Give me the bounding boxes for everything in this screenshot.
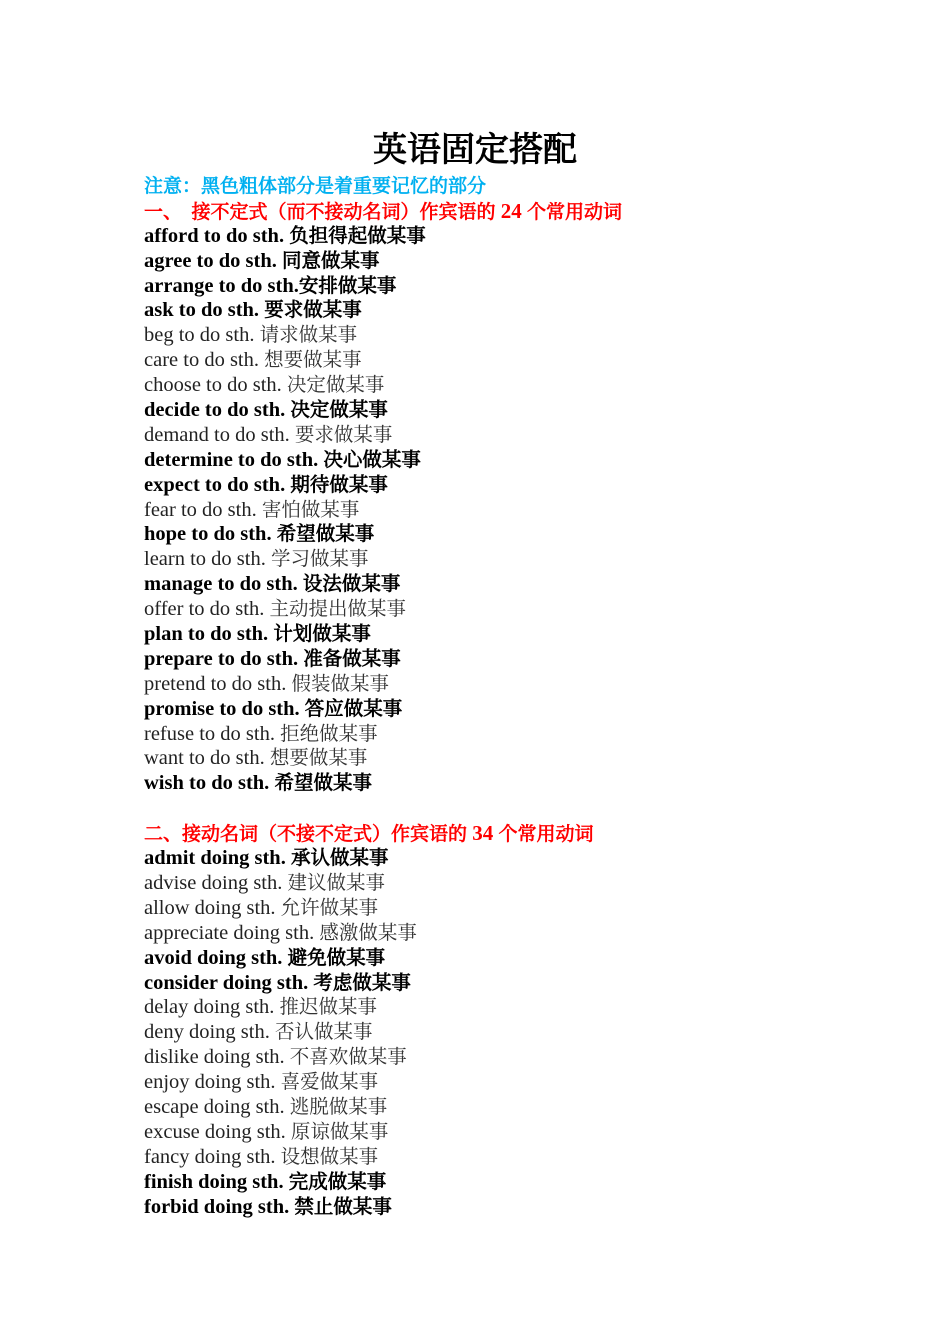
phrase-chinese: 安排做某事 [298, 273, 397, 297]
emphasis-note: 注意：黑色粗体部分是着重要记忆的部分 [144, 175, 487, 197]
phrase-entry [144, 946, 864, 971]
phrase-entry [144, 921, 864, 946]
phrase-entry [144, 871, 864, 896]
phrase-english: wish to do sth. [144, 772, 275, 795]
phrase-chinese: 害怕做某事 [261, 497, 360, 521]
phrase-chinese: 主动提出做某事 [269, 597, 406, 621]
phrase-english: determine to do sth. [144, 448, 324, 471]
phrase-chinese: 拒绝做某事 [280, 721, 378, 745]
phrase-entry [144, 846, 864, 871]
phrase-entry [144, 298, 864, 323]
phrase-entry [144, 1120, 864, 1145]
phrase-chinese: 不喜欢做某事 [289, 1045, 407, 1069]
phrase-entry [144, 971, 864, 996]
phrase-english: afford to do sth. [144, 224, 290, 247]
heading-prefix: 一、 接不定式（而不接动名词）作宾语的 [144, 200, 496, 223]
phrase-chinese: 希望做某事 [274, 771, 372, 795]
phrase-english: care to do sth. [144, 349, 265, 372]
phrase-english: enjoy doing sth. [144, 1071, 281, 1094]
phrase-english: consider doing sth. [144, 971, 314, 994]
phrase-chinese: 决定做某事 [290, 398, 388, 422]
phrase-chinese: 希望做某事 [276, 522, 375, 546]
phrase-entry [144, 1170, 864, 1195]
phrase-chinese: 计划做某事 [273, 622, 371, 646]
phrase-entry [144, 572, 864, 597]
phrase-entry [144, 224, 864, 249]
phrase-english: expect to do sth. [144, 473, 291, 496]
phrase-entry [144, 1020, 864, 1045]
section-spacer [144, 796, 864, 821]
phrase-chinese: 逃脱做某事 [289, 1094, 388, 1118]
phrase-english: dislike doing sth. [144, 1046, 290, 1069]
heading-suffix: 个常用动词 [527, 200, 623, 223]
phrase-english: ask to do sth. [144, 299, 265, 322]
document-title: 英语固定搭配 [373, 130, 577, 170]
phrase-chinese: 设想做某事 [280, 1144, 379, 1168]
phrase-english: escape doing sth. [144, 1095, 290, 1118]
phrase-english: want to do sth. [144, 747, 270, 770]
phrase-entry [144, 647, 864, 672]
phrase-entry [144, 522, 864, 547]
phrase-chinese: 禁止做某事 [294, 1194, 392, 1218]
phrase-entry [144, 398, 864, 423]
phrase-english: learn to do sth. [144, 548, 271, 571]
phrase-english: offer to do sth. [144, 598, 270, 621]
phrase-chinese: 承认做某事 [290, 846, 389, 870]
phrase-english: pretend to do sth. [144, 672, 292, 695]
phrase-english: allow doing sth. [144, 896, 281, 919]
phrase-english: appreciate doing sth. [144, 921, 320, 944]
phrase-chinese: 想要做某事 [264, 348, 362, 372]
phrase-entry [144, 1145, 864, 1170]
phrase-entry [144, 498, 864, 523]
phrase-chinese: 决心做某事 [323, 447, 421, 471]
phrase-entry [144, 473, 864, 498]
phrase-chinese: 学习做某事 [270, 547, 369, 571]
phrase-entry [144, 1045, 864, 1070]
phrase-chinese: 想要做某事 [269, 746, 368, 770]
phrase-english: refuse to do sth. [144, 722, 281, 745]
phrase-entry [144, 323, 864, 348]
phrase-english: agree to do sth. [144, 249, 282, 272]
phrase-chinese: 决定做某事 [286, 373, 385, 397]
phrase-chinese: 推迟做某事 [279, 995, 378, 1019]
phrase-entry [144, 547, 864, 572]
phrase-entry [144, 1070, 864, 1095]
section-heading [144, 821, 864, 846]
heading-count: 34 [467, 821, 499, 846]
document-body [144, 174, 864, 1219]
phrase-chinese: 考虑做某事 [313, 970, 411, 994]
phrase-chinese: 假装做某事 [291, 671, 389, 695]
phrase-entry [144, 249, 864, 274]
phrase-chinese: 要求做某事 [264, 298, 362, 322]
phrase-chinese: 原谅做某事 [290, 1119, 389, 1143]
phrase-english: prepare to do sth. [144, 647, 304, 670]
phrase-chinese: 准备做某事 [303, 646, 401, 670]
phrase-english: finish doing sth. [144, 1170, 289, 1193]
phrase-english: excuse doing sth. [144, 1120, 291, 1143]
phrase-chinese: 请求做某事 [259, 323, 358, 347]
phrase-entry [144, 1195, 864, 1220]
phrase-chinese: 期待做某事 [290, 472, 388, 496]
phrase-english: arrange to do sth. [144, 274, 299, 297]
phrase-chinese: 同意做某事 [282, 248, 380, 272]
phrase-english: delay doing sth. [144, 996, 280, 1019]
section-heading [144, 199, 864, 224]
phrase-english: hope to do sth. [144, 523, 277, 546]
phrase-chinese: 要求做某事 [294, 422, 393, 446]
phrase-entry [144, 1095, 864, 1120]
phrase-entry [144, 771, 864, 796]
phrase-english: demand to do sth. [144, 423, 295, 446]
phrase-english: manage to do sth. [144, 573, 303, 596]
phrase-entry [144, 697, 864, 722]
phrase-english: fear to do sth. [144, 498, 262, 521]
phrase-entry [144, 274, 864, 299]
phrase-chinese: 允许做某事 [280, 895, 379, 919]
phrase-english: beg to do sth. [144, 324, 260, 347]
phrase-chinese: 否认做某事 [274, 1020, 373, 1044]
phrase-chinese: 喜爱做某事 [280, 1070, 379, 1094]
phrase-entry [144, 597, 864, 622]
phrase-entry [144, 746, 864, 771]
phrase-entry [144, 896, 864, 921]
phrase-english: admit doing sth. [144, 847, 291, 870]
phrase-chinese: 建议做某事 [287, 870, 386, 894]
phrase-entry [144, 348, 864, 373]
phrase-english: deny doing sth. [144, 1021, 275, 1044]
heading-prefix: 二、接动名词（不接不定式）作宾语的 [144, 823, 468, 846]
phrase-chinese: 感激做某事 [319, 920, 417, 944]
phrase-chinese: 设法做某事 [302, 572, 401, 596]
phrase-chinese: 完成做某事 [288, 1169, 387, 1193]
phrase-english: promise to do sth. [144, 697, 305, 720]
phrase-entry [144, 423, 864, 448]
phrase-english: choose to do sth. [144, 374, 287, 397]
phrase-chinese: 避免做某事 [287, 945, 386, 969]
phrase-english: plan to do sth. [144, 623, 274, 646]
phrase-chinese: 负担得起做某事 [289, 223, 426, 247]
phrase-english: fancy doing sth. [144, 1145, 281, 1168]
phrase-chinese: 答应做某事 [304, 696, 403, 720]
phrase-entry [144, 373, 864, 398]
phrase-entry [144, 448, 864, 473]
phrase-entry [144, 672, 864, 697]
heading-suffix: 个常用动词 [498, 823, 594, 846]
phrase-english: decide to do sth. [144, 399, 291, 422]
phrase-english: forbid doing sth. [144, 1195, 295, 1218]
phrase-entry [144, 995, 864, 1020]
heading-count: 24 [495, 198, 528, 223]
phrase-english: advise doing sth. [144, 871, 288, 894]
phrase-english: avoid doing sth. [144, 946, 288, 969]
phrase-entry [144, 722, 864, 747]
phrase-entry [144, 622, 864, 647]
